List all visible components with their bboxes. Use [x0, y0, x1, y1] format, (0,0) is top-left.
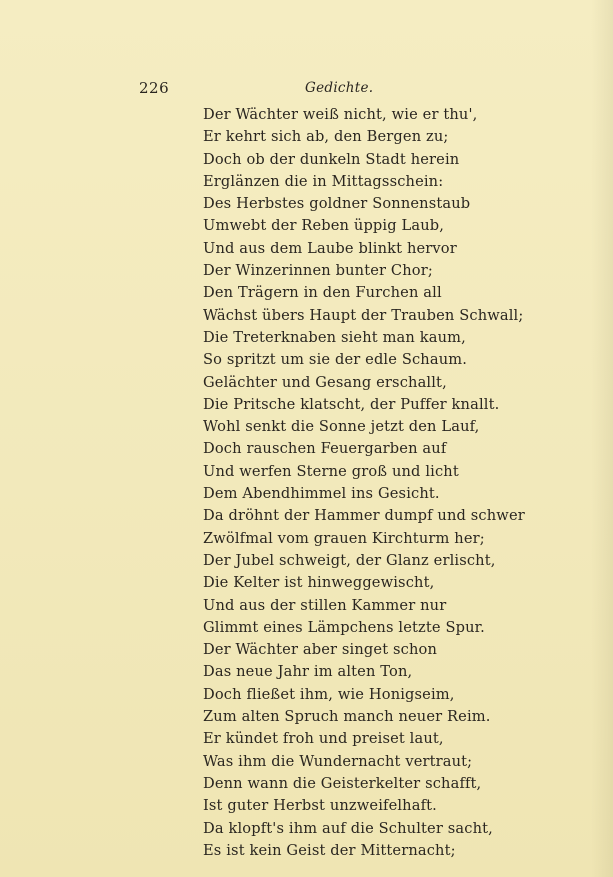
- poem-line: Der Wächter weiß nicht, wie er thu',: [203, 106, 478, 123]
- poem-line: So spritzt um sie der edle Schaum.: [203, 351, 468, 369]
- poem-line: Gelächter und Gesang erschallt,: [203, 373, 447, 391]
- poem-line: Dem Abendhimmel ins Gesicht.: [203, 485, 440, 503]
- poem-line: Das neue Jahr im alten Ton,: [203, 663, 413, 681]
- poem-line: Er kehrt sich ab, den Bergen zu;: [203, 128, 449, 146]
- poem-line: Denn wann die Geisterkelter schafft,: [203, 774, 482, 792]
- poem-line: Da klopft's ihm auf die Schulter sacht,: [203, 819, 493, 837]
- poem-line: Die Kelter ist hinweggewischt,: [203, 574, 435, 592]
- poem-line: Erglänzen die in Mittagsschein:: [203, 172, 444, 190]
- poem-line: Zum alten Spruch manch neuer Reim.: [203, 708, 491, 726]
- poem-line: Doch fließet ihm, wie Honigseim,: [203, 685, 455, 703]
- page-number: 226: [139, 79, 170, 97]
- poem-line: Wächst übers Haupt der Trauben Schwall;: [203, 306, 524, 324]
- poem-text: [203, 104, 525, 862]
- poem-line: Es ist kein Geist der Mitternacht;: [203, 841, 456, 859]
- poem-line: Zwölfmal vom grauen Kirchturm her;: [203, 529, 485, 547]
- poem-line: Und werfen Sterne groß und licht: [203, 462, 459, 480]
- poem-line: Da dröhnt der Hammer dumpf und schwer: [203, 507, 525, 525]
- poem-line: Die Pritsche klatscht, der Puffer knallt.: [203, 395, 500, 413]
- poem-line: Den Trägern in den Furchen all: [203, 284, 442, 302]
- poem-line: Die Treterknaben sieht man kaum,: [203, 328, 466, 346]
- poem-line: Doch rauschen Feuergarben auf: [203, 440, 447, 458]
- poem-line: Doch ob der dunkeln Stadt herein: [203, 150, 460, 168]
- poem-line: Des Herbstes goldner Sonnenstaub: [203, 195, 471, 213]
- poem-line: Der Jubel schweigt, der Glanz erlischt,: [203, 551, 496, 569]
- poem-line: Was ihm die Wundernacht vertraut;: [203, 752, 473, 770]
- poem-line: Wohl senkt die Sonne jetzt den Lauf,: [203, 418, 480, 436]
- poem-line: Und aus dem Laube blinkt hervor: [203, 239, 457, 257]
- poem-line: Er kündet froh und preiset laut,: [203, 730, 444, 748]
- page-edge-shadow: [591, 0, 613, 877]
- poem-line: Umwebt der Reben üppig Laub,: [203, 217, 445, 235]
- poem-line: Ist guter Herbst unzweifelhaft.: [203, 797, 437, 815]
- poem-line: Der Wächter aber singet schon: [203, 641, 438, 659]
- poem-line: Glimmt eines Lämpchens letzte Spur.: [203, 618, 485, 636]
- poem-line: Und aus der stillen Kammer nur: [203, 596, 447, 614]
- poem-line: Der Winzerinnen bunter Chor;: [203, 262, 433, 280]
- running-head: Gedichte.: [305, 80, 374, 96]
